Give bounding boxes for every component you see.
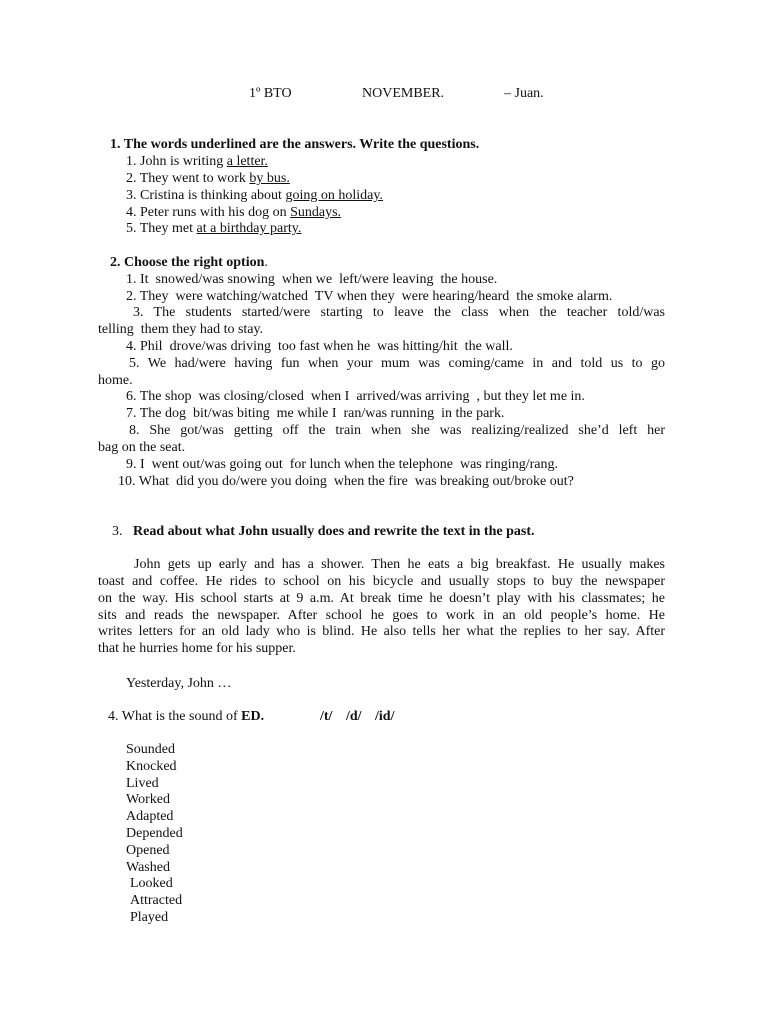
ed-word: Washed <box>126 860 170 875</box>
sound-d: /d/ <box>346 709 362 724</box>
ed-word: Lived <box>126 776 159 791</box>
ed-word: Opened <box>126 843 170 858</box>
sound-t: /t/ <box>320 709 333 724</box>
ed-word: Attracted <box>130 893 183 908</box>
ed-word: Played <box>130 910 169 925</box>
exercise-3-paragraph-line: toast and coffee. He rides to school on his bicycle and usually stops to buy the newspaper <box>98 574 665 589</box>
exercise-1-item: 4. Peter runs with his dog on Sundays. <box>126 205 342 220</box>
exercise-3-paragraph-line: John gets up early and has a shower. Then he eats a big breakfast. He usually makes <box>134 557 665 572</box>
exercise-2-line: bag on the seat. <box>98 440 186 455</box>
header-course: 1º BTO <box>249 86 292 101</box>
ed-word: Worked <box>126 792 170 807</box>
exercise-2-line: 8. She got/was getting off the train when she was realizing/realized she’d left her <box>129 423 665 438</box>
exercise-4-prompt: 4. What is the sound of ED. <box>108 709 265 724</box>
exercise-3-paragraph-line: that he hurries home for his supper. <box>98 641 296 656</box>
exercise-2-title: 2. Choose the right option. <box>110 255 268 270</box>
exercise-2-line: 3. The students started/were starting to leave the class when the teacher told/was <box>133 305 665 320</box>
exercise-1-item: 1. John is writing a letter. <box>126 154 268 169</box>
ed-word: Depended <box>126 826 183 841</box>
exercise-3-title: Read about what John usually does and rewrite the text in the past. <box>133 524 535 539</box>
underlined-answer: at a birthday party. <box>196 221 302 236</box>
exercise-1-item: 5. They met at a birthday party. <box>126 221 302 236</box>
exercise-2-line: 6. The shop was closing/closed when I arrived/was arriving , but they let me in. <box>126 389 585 404</box>
ed-word: Adapted <box>126 809 174 824</box>
exercise-1-title: 1. The words underlined are the answers. Write the questions. <box>110 137 480 152</box>
exercise-3-number: 3. <box>112 524 123 539</box>
exercise-3-paragraph-line: on the way. His school starts at 9 a.m. At break time he doesn’t play with his classmates; he <box>98 591 665 606</box>
exercise-1-item: 3. Cristina is thinking about going on holiday. <box>126 188 383 203</box>
exercise-2-line: home. <box>98 373 133 388</box>
underlined-answer: going on holiday. <box>285 188 383 203</box>
exercise-2-line: 5. We had/were having fun when your mum was coming/came in and told us to go <box>129 356 665 371</box>
exercise-2-line: 10. What did you do/were you doing when the fire was breaking out/broke out? <box>118 474 574 489</box>
exercise-2-line: 9. I went out/was going out for lunch when the telephone was ringing/rang. <box>126 457 558 472</box>
exercise-2-line: 4. Phil drove/was driving too fast when he was hitting/hit the wall. <box>126 339 513 354</box>
sound-id: /id/ <box>375 709 395 724</box>
header-name: – Juan. <box>504 86 544 101</box>
ed-word: Sounded <box>126 742 175 757</box>
underlined-answer: a letter. <box>226 154 268 169</box>
exercise-2-line: 1. It snowed/was snowing when we left/were leaving the house. <box>126 272 498 287</box>
exercise-2-line: telling them they had to stay. <box>98 322 264 337</box>
exercise-3-paragraph-line: sits and reads the newspaper. After school he goes to work in an old people’s home. He <box>98 608 665 623</box>
exercise-3-starter: Yesterday, John … <box>126 676 232 691</box>
ed-word: Looked <box>130 876 173 891</box>
header-month: NOVEMBER. <box>362 86 445 101</box>
ed-word: Knocked <box>126 759 177 774</box>
exercise-2-line: 2. They were watching/watched TV when they were hearing/heard the smoke alarm. <box>126 289 613 304</box>
exercise-3-paragraph-line: writes letters for an old lady who is blind. He also tells her what the replies to her say. After <box>98 624 665 639</box>
exercise-2-line: 7. The dog bit/was biting me while I ran/was running in the park. <box>126 406 505 421</box>
underlined-answer: by bus. <box>249 171 290 186</box>
exercise-1-item: 2. They went to work by bus. <box>126 171 290 186</box>
underlined-answer: Sundays. <box>290 205 342 220</box>
